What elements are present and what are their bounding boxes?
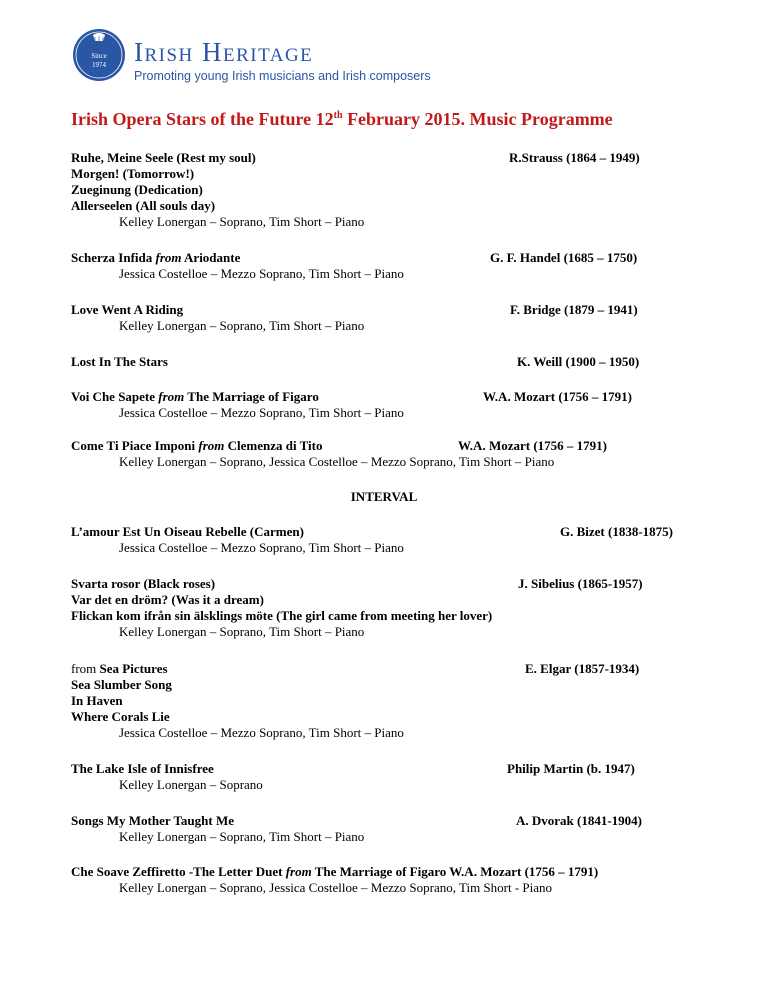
performers: Kelley Lonergan – Soprano, Tim Short – Piano <box>119 214 365 229</box>
performers: Jessica Costelloe – Mezzo Soprano, Tim Short – Piano <box>119 405 404 420</box>
piece-title: Ruhe, Meine Seele (Rest my soul) <box>71 150 256 165</box>
performers: Jessica Costelloe – Mezzo Soprano, Tim Short – Piano <box>119 266 404 281</box>
performers: Kelley Lonergan – Soprano <box>119 777 263 792</box>
composer: W.A. Mozart (1756 – 1791) <box>458 438 607 453</box>
piece-title: L’amour Est Un Oiseau Rebelle (Carmen) <box>71 524 304 539</box>
piece-title: from Sea Pictures <box>71 661 168 676</box>
performers: Jessica Costelloe – Mezzo Soprano, Tim Short – Piano <box>119 725 404 740</box>
composer: J. Sibelius (1865-1957) <box>518 576 643 591</box>
composer: A. Dvorak (1841-1904) <box>516 813 643 828</box>
piece-title: Svarta rosor (Black roses) <box>71 576 216 591</box>
composer: Philip Martin (b. 1947) <box>507 761 635 776</box>
performers: Kelley Lonergan – Soprano, Tim Short – Piano <box>119 624 365 639</box>
seal-year: 1974 <box>92 61 106 69</box>
performers: Jessica Costelloe – Mezzo Soprano, Tim Short – Piano <box>119 540 404 555</box>
composer: G. Bizet (1838-1875) <box>560 524 674 539</box>
seal-since: Since <box>91 52 107 60</box>
brand-name: Irish Heritage <box>134 37 314 67</box>
composer: E. Elgar (1857-1934) <box>525 661 640 676</box>
piece-title: Love Went A Riding <box>71 302 184 317</box>
piece-title: Zueginung (Dedication) <box>71 182 203 197</box>
performers: Kelley Lonergan – Soprano, Jessica Costelloe – Mezzo Soprano, Tim Short - Piano <box>119 880 553 895</box>
piece-title: In Haven <box>71 693 123 708</box>
piece-title: Morgen! (Tomorrow!) <box>71 166 195 181</box>
brand-tagline: Promoting young Irish musicians and Irish composers <box>134 69 431 83</box>
piece-title: Songs My Mother Taught Me <box>71 813 234 828</box>
performers: Kelley Lonergan – Soprano, Tim Short – Piano <box>119 829 365 844</box>
performers: Kelley Lonergan – Soprano, Jessica Costelloe – Mezzo Soprano, Tim Short – Piano <box>119 454 555 469</box>
piece-title: Allerseelen (All souls day) <box>71 198 216 213</box>
performers: Kelley Lonergan – Soprano, Tim Short – Piano <box>119 318 365 333</box>
composer: W.A. Mozart (1756 – 1791) <box>483 389 632 404</box>
piece-title: Var det en dröm? (Was it a dream) <box>71 592 264 607</box>
piece-title: Flickan kom ifrån sin älsklings möte (The girl came from meeting her lover) <box>71 608 493 623</box>
composer: K. Weill (1900 – 1950) <box>517 354 640 369</box>
heritage-seal-icon <box>71 27 127 83</box>
piece-title: Sea Slumber Song <box>71 677 172 692</box>
composer: G. F. Handel (1685 – 1750) <box>490 250 638 265</box>
interval-heading: INTERVAL <box>350 489 418 504</box>
composer: R.Strauss (1864 – 1949) <box>509 150 640 165</box>
piece-title: Che Soave Zeffiretto -The Letter Duet from The Marriage of Figaro W.A. Mozart (1756 – 1791) <box>71 864 599 879</box>
piece-title: Lost In The Stars <box>71 354 168 369</box>
piece-title: Where Corals Lie <box>71 709 170 724</box>
composer: F. Bridge (1879 – 1941) <box>510 302 638 317</box>
page-title: Irish Opera Stars of the Future 12th February 2015. Music Programme <box>71 109 613 129</box>
piece-title: Scherza Infida from Ariodante <box>71 250 241 265</box>
header <box>71 25 431 85</box>
piece-title: Voi Che Sapete from The Marriage of Figaro <box>71 389 319 404</box>
piece-title: Come Ti Piace Imponi from Clemenza di Tito <box>71 438 323 453</box>
piece-title: The Lake Isle of Innisfree <box>71 761 214 776</box>
